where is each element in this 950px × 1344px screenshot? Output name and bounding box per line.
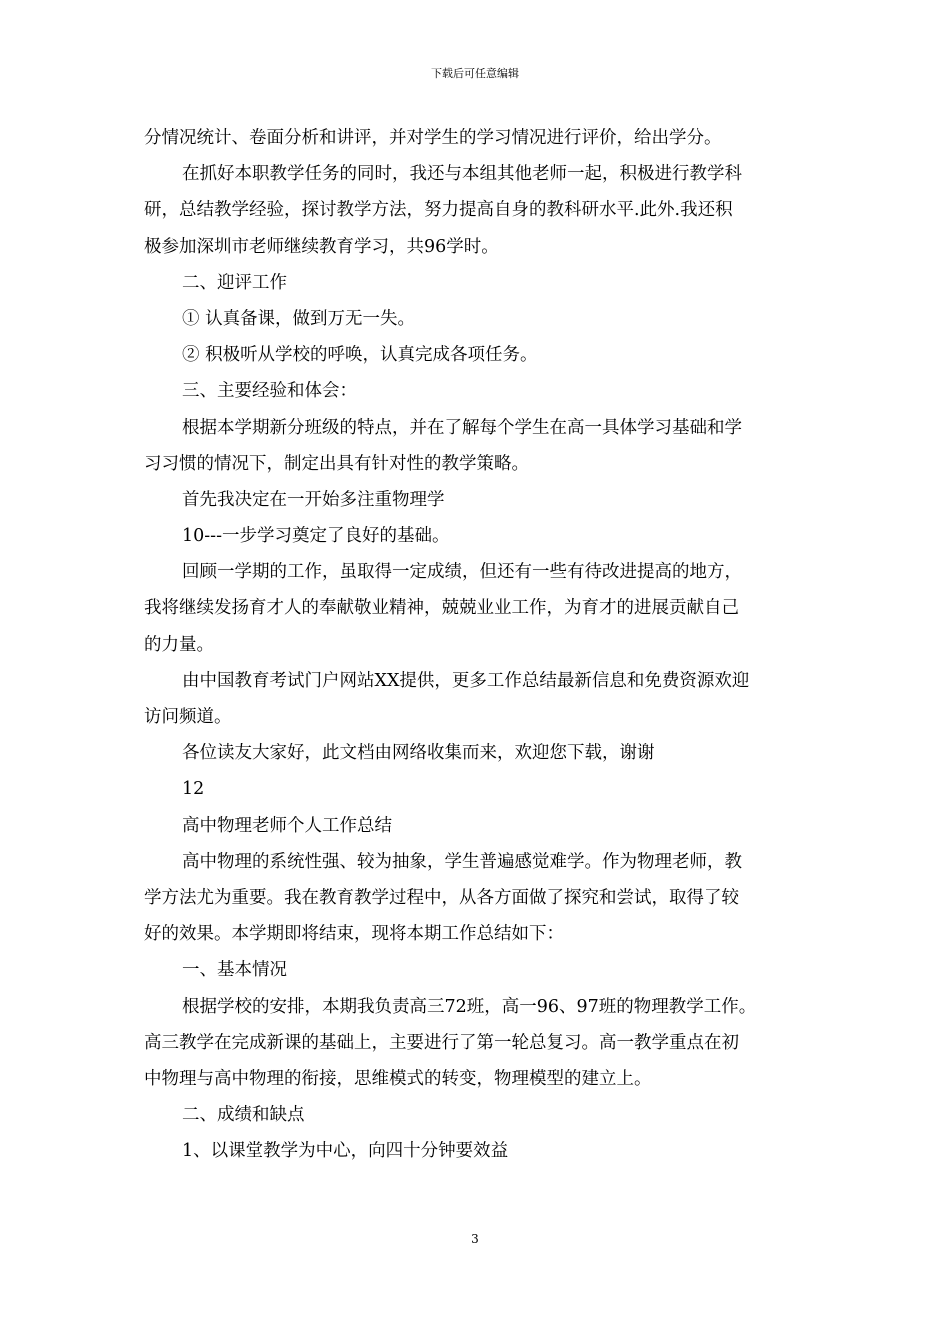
text-line: 回顾一学期的工作，虽取得一定成绩，但还有一些有待改进提高的地方， <box>182 562 742 583</box>
text-line: 中物理与高中物理的衔接，思维模式的转变，物理模型的建立上。 <box>144 1068 652 1089</box>
text-line: 根据学校的安排，本期我负责高三72班，高一96、97班的物理教学工作。 <box>182 996 757 1017</box>
text-line: 二、迎评工作 <box>182 272 287 293</box>
text-line: 习习惯的情况下，制定出具有针对性的教学策略。 <box>144 453 529 474</box>
text-line: 高中物理的系统性强、较为抽象，学生普遍感觉难学。作为物理老师，教 <box>182 851 742 872</box>
text-line: 好的效果。本学期即将结束，现将本期工作总结如下： <box>144 924 564 945</box>
text-line: ② 积极听从学校的呼唤，认真完成各项任务。 <box>182 345 538 366</box>
text-line: 的力量。 <box>144 634 214 655</box>
text-line: 分情况统计、卷面分析和讲评，并对学生的学习情况进行评价，给出学分。 <box>144 128 722 148</box>
text-line: 在抓好本职教学任务的同时，我还与本组其他老师一起，积极进行教学科 <box>182 164 742 185</box>
text-line: 首先我决定在一开始多注重物理学 <box>182 489 445 510</box>
document-body <box>144 120 812 1169</box>
text-line: 1、以课堂教学为中心，向四十分钟要效益 <box>182 1141 509 1162</box>
text-line: 高三教学在完成新课的基础上，主要进行了第一轮总复习。高一教学重点在初 <box>144 1032 739 1053</box>
text-line: 二、成绩和缺点 <box>182 1105 305 1126</box>
text-line: 一、基本情况 <box>182 960 287 981</box>
text-line: 各位读友大家好，此文档由网络收集而来，欢迎您下载，谢谢 <box>182 743 655 764</box>
text-line: 12 <box>182 779 205 800</box>
text-line: 由中国教育考试门户网站XX提供，更多工作总结最新信息和免费资源欢迎 <box>182 670 750 691</box>
text-line: ① 认真备课，做到万无一失。 <box>182 308 416 329</box>
text-line: 三、主要经验和体会： <box>182 381 357 402</box>
text-line: 研，总结教学经验，探讨教学方法，努力提高自身的教科研水平.此外.我还积 <box>144 200 733 221</box>
text-line: 10---一步学习奠定了良好的基础。 <box>182 526 450 547</box>
page-number: 3 <box>471 1232 479 1246</box>
text-line: 根据本学期新分班级的特点，并在了解每个学生在高一具体学习基础和学 <box>182 417 742 438</box>
page-header: 下载后可任意编辑 <box>431 67 519 80</box>
text-line: 极参加深圳市老师继续教育学习，共96学时。 <box>144 236 499 257</box>
text-line: 访问频道。 <box>144 707 232 727</box>
text-line: 学方法尤为重要。我在教育教学过程中，从各方面做了探究和尝试，取得了较 <box>144 887 739 908</box>
text-line: 高中物理老师个人工作总结 <box>182 815 392 836</box>
text-line: 我将继续发扬育才人的奉献敬业精神，兢兢业业工作，为育才的进展贡献自己 <box>144 598 739 619</box>
